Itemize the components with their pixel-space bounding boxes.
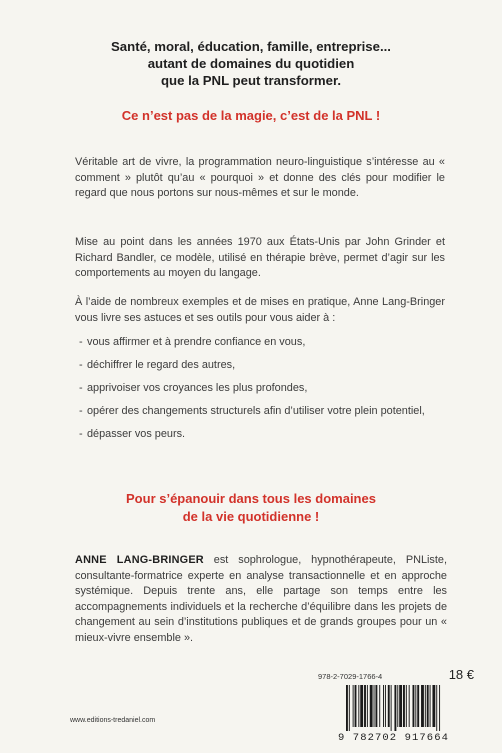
closing-slogan	[60, 490, 442, 526]
barcode-bar	[367, 685, 368, 727]
barcode	[338, 685, 478, 747]
barcode-bar	[379, 685, 380, 727]
bullet-dash: -	[79, 382, 83, 395]
barcode-bar	[406, 685, 407, 727]
author-name: ANNE LANG-BRINGER	[75, 554, 204, 566]
barcode-bar	[430, 685, 431, 727]
list-item-text: déchiffrer le regard des autres,	[87, 359, 236, 372]
isbn-price-row	[318, 667, 478, 687]
barcode-bar	[432, 685, 435, 727]
bullet-dash: -	[79, 405, 83, 418]
isbn: 978-2-7029-1766-4	[318, 672, 383, 681]
list-item	[79, 358, 439, 374]
closing-line: de la vie quotidienne !	[182, 509, 320, 524]
barcode-bar	[370, 685, 373, 727]
barcode-bars	[338, 685, 478, 731]
list-item-text: opérer des changements structurels afin d’utiliser votre plein potentiel,	[87, 405, 425, 418]
barcode-bar	[360, 685, 363, 727]
list-item-text: dépasser vos peurs.	[87, 428, 186, 441]
bullet-dash: -	[79, 428, 83, 441]
barcode-bar	[358, 685, 359, 727]
barcode-bar	[385, 685, 386, 727]
list-item-text: apprivoiser vos croyances les plus profondes,	[87, 382, 308, 395]
barcode-bar	[364, 685, 366, 727]
price: 18 €	[448, 667, 474, 682]
barcode-bar	[353, 685, 354, 727]
barcode-bar	[425, 685, 426, 727]
barcode-bar	[397, 685, 398, 727]
list-item	[79, 404, 439, 420]
barcode-bar	[399, 685, 402, 727]
list-item	[79, 427, 439, 443]
author-bio	[75, 553, 447, 647]
history-paragraph: Mise au point dans les années 1970 aux États-Unis par John Grinder et Richard Bandler, ce modèle, utilisé en thérapie brève, permet d’agir sur les comportements au moyen du langage.	[75, 236, 445, 280]
headline	[60, 38, 442, 89]
publisher-website: www.editions-tredaniel.com	[70, 717, 156, 724]
author-bio-text: est sophrologue, hypnothérapeute, PNListe, consultante-formatrice experte en analyse transactionnelle et en approche systémique. Depuis trente ans, elle partage son temps entre les accompagnements individuels et la recherche d’équilibre dans les projets de changement au sein d’institutions publiques et de grands groupes pour un « mieux-vivre ensemble ».	[75, 554, 447, 644]
list-item	[79, 335, 439, 351]
barcode-bar	[388, 685, 390, 727]
headline-line: autant de domaines du quotidien	[147, 56, 355, 71]
barcode-bar	[394, 685, 396, 731]
barcode-bar	[436, 685, 437, 731]
author-tools-paragraph: À l’aide de nombreux exemples et de mises en pratique, Anne Lang-Bringer vous livre ses astuces et ses outils pour vous aider à :	[75, 296, 445, 324]
barcode-bar	[375, 685, 377, 727]
barcode-bar	[403, 685, 405, 727]
barcode-bar	[409, 685, 410, 727]
headline-line: Santé, moral, éducation, famille, entreprise...	[111, 39, 391, 54]
list-item	[79, 381, 439, 397]
barcode-bar	[349, 685, 350, 731]
barcode-bar	[374, 685, 375, 727]
bullet-dash: -	[79, 359, 83, 372]
barcode-bar	[383, 685, 384, 727]
barcode-bar	[415, 685, 416, 727]
barcode-bar	[421, 685, 424, 727]
tagline: Ce n’est pas de la magie, c’est de la PNL !	[121, 108, 381, 123]
barcode-bar	[417, 685, 419, 727]
closing-line: Pour s’épanouir dans tous les domaines	[126, 491, 376, 506]
barcode-digits: 9 782702 917664	[338, 732, 450, 744]
barcode-bar	[355, 685, 357, 727]
barcode-bar	[427, 685, 429, 727]
intro-paragraph: Véritable art de vivre, la programmation neuro-linguistique s’intéresse au « comment » plutôt qu’au « pourquoi » et donne des clés pour modifier le regard que nous portons sur nous-mêmes et sur le monde.	[75, 156, 445, 200]
benefits-list	[79, 335, 439, 450]
barcode-bar	[346, 685, 348, 731]
barcode-bar	[439, 685, 440, 731]
list-item-text: vous affirmer et à prendre confiance en vous,	[87, 336, 306, 348]
barcode-bar	[413, 685, 415, 727]
barcode-bar	[391, 685, 392, 731]
headline-line: que la PNL peut transformer.	[160, 73, 342, 88]
bullet-dash: -	[79, 336, 83, 348]
